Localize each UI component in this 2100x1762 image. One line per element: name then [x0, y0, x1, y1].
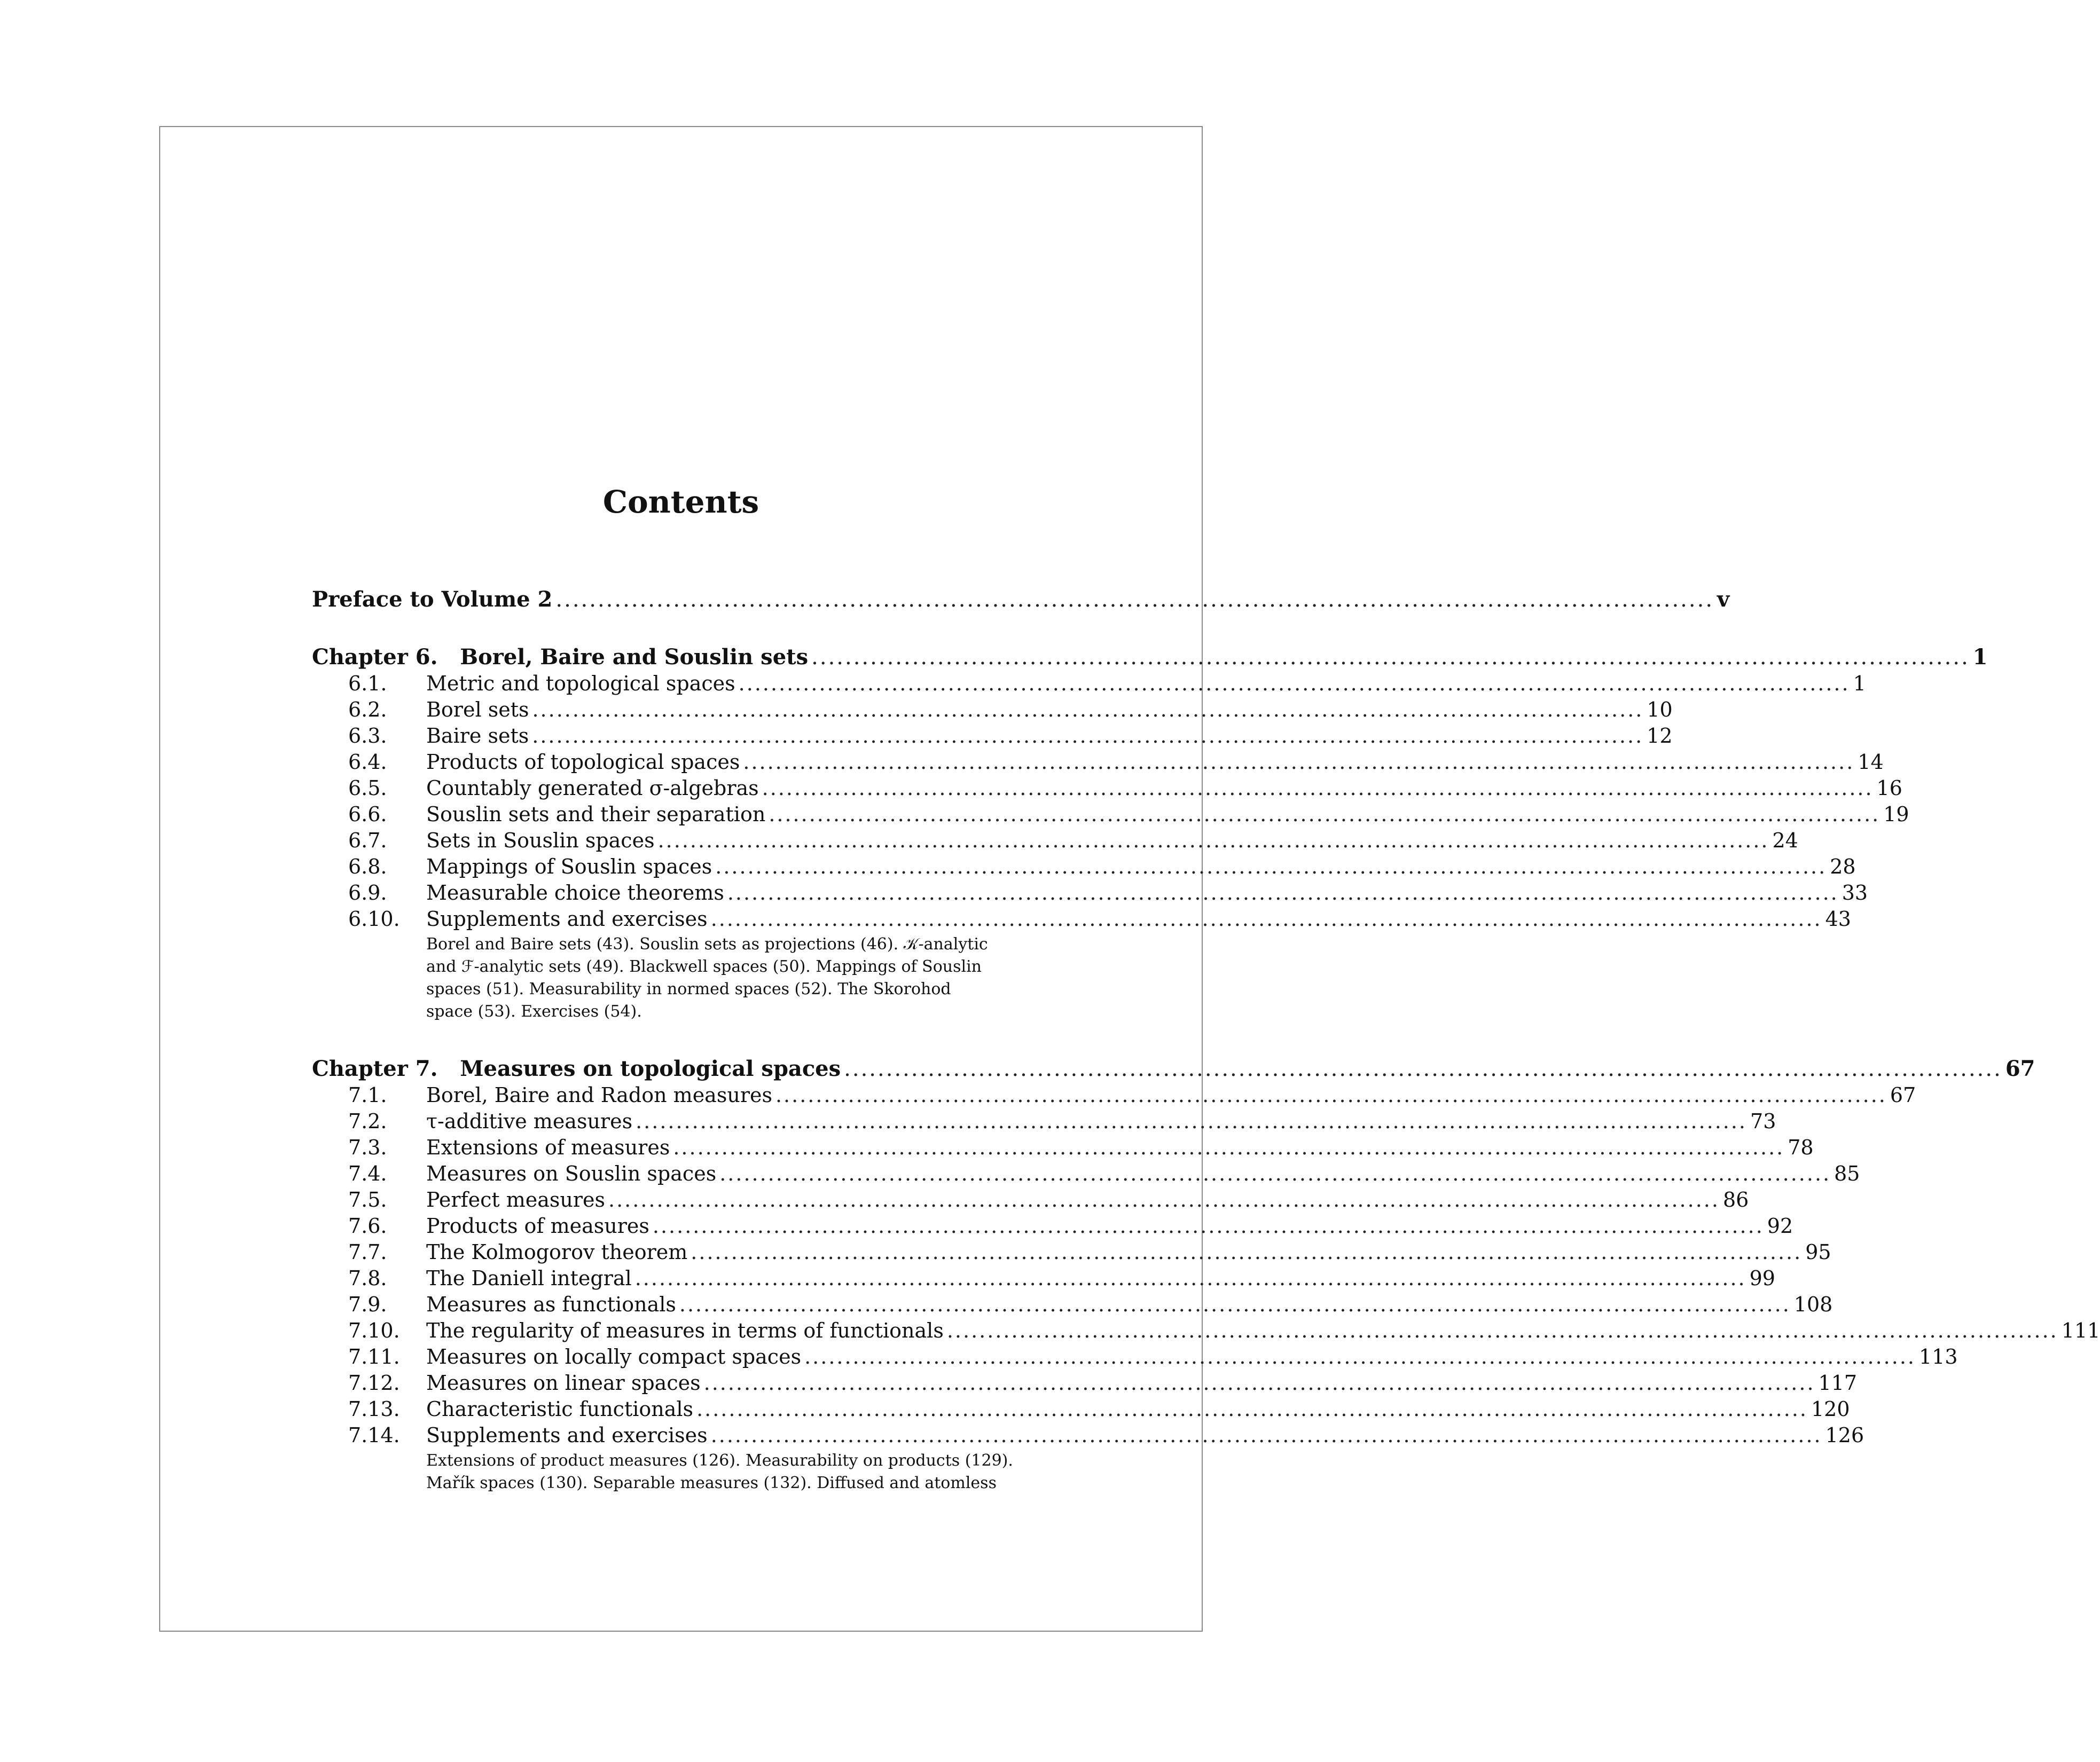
section-number: 6.3. — [348, 724, 387, 748]
section-number: 6.5. — [348, 776, 387, 800]
section-title: Measures on locally compact spaces — [426, 1345, 802, 1368]
section-title: Products of measures — [426, 1214, 649, 1238]
chapter-heading: Chapter 7. Measures on topological spaces — [312, 1056, 841, 1081]
dot-leader: .......................................................................................................................................... — [532, 698, 1644, 721]
section-title: Characteristic functionals — [426, 1397, 694, 1421]
section-number: 7.13. — [348, 1397, 400, 1421]
section-number: 7.9. — [348, 1293, 387, 1316]
section-number: 6.10. — [348, 907, 400, 931]
chapter-heading: Chapter 6. Borel, Baire and Souslin sets — [312, 644, 809, 670]
section-title: Sets in Souslin spaces — [426, 829, 655, 852]
section-title: The regularity of measures in terms of functionals — [426, 1319, 944, 1342]
page-number: 86 — [1722, 1188, 1749, 1212]
summary-line: Mařík spaces (130). Separable measures (132). Diffused and atomless — [426, 1474, 997, 1492]
section-number: 6.6. — [348, 803, 387, 826]
section-title: Measures as functionals — [426, 1293, 676, 1316]
section-title: Extensions of measures — [426, 1136, 670, 1159]
toc-section-entry[interactable] — [348, 749, 1884, 775]
preface-label: Preface to Volume 2 — [312, 587, 553, 612]
section-title: Perfect measures — [426, 1188, 606, 1212]
section-title: Countably generated σ-algebras — [426, 776, 759, 800]
dot-leader: .......................................................................................................................................... — [679, 1293, 1791, 1316]
page-number: 1 — [1853, 672, 1866, 695]
toc-section-entry[interactable] — [348, 828, 1798, 853]
dot-leader: .......................................................................................................................................... — [691, 1240, 1803, 1264]
dot-leader: .......................................................................................................................................... — [703, 1371, 1815, 1395]
page-number: 14 — [1858, 750, 1884, 774]
dot-leader: .......................................................................................................................................... — [636, 1110, 1748, 1133]
page-number: v — [1717, 587, 1730, 612]
summary-line: space (53). Exercises (54). — [426, 1002, 642, 1021]
toc-section-entry[interactable] — [348, 1108, 1776, 1134]
dot-leader: .......................................................................................................................................... — [696, 1397, 1808, 1421]
section-title: Metric and topological spaces — [426, 672, 735, 695]
dot-leader: .......................................................................................................................................... — [775, 1083, 1887, 1107]
section-title: Measures on Souslin spaces — [426, 1162, 717, 1185]
section-title: τ-additive measures — [426, 1110, 633, 1133]
section-number: 6.8. — [348, 855, 387, 878]
section-title: Measures on linear spaces — [426, 1371, 701, 1395]
dot-leader: .......................................................................................................................................... — [804, 1345, 1916, 1368]
section-number: 6.7. — [348, 829, 387, 852]
dot-leader: .......................................................................................................................................... — [719, 1162, 1831, 1185]
toc-section-entry[interactable] — [348, 1422, 1864, 1448]
section-number: 7.11. — [348, 1345, 400, 1368]
toc-section-entry[interactable] — [348, 671, 1866, 696]
dot-leader: .......................................................................................................................................... — [710, 1423, 1822, 1447]
page-number: 117 — [1818, 1371, 1858, 1395]
section-number: 7.10. — [348, 1319, 400, 1342]
section-number: 7.8. — [348, 1267, 387, 1290]
section-number: 7.4. — [348, 1162, 387, 1185]
page-number: 33 — [1842, 881, 1868, 904]
page-number: 43 — [1825, 907, 1851, 931]
chapter-6-summary — [426, 933, 1035, 1023]
toc-section-entry[interactable] — [348, 880, 1868, 906]
dot-leader: .......................................................................................................................................... — [769, 803, 1880, 826]
section-title: Baire sets — [426, 724, 529, 748]
page-number: 67 — [2005, 1056, 2035, 1081]
summary-line: spaces (51). Measurability in normed spaces (52). The Skorohod — [426, 980, 951, 998]
section-title: The Kolmogorov theorem — [426, 1240, 688, 1264]
section-number: 6.4. — [348, 750, 387, 774]
page-number: 99 — [1749, 1267, 1775, 1290]
page-number: 126 — [1825, 1423, 1864, 1447]
dot-leader: .......................................................................................................................................... — [844, 1057, 2002, 1081]
toc-preface-entry[interactable] — [312, 587, 1730, 612]
page-title: Contents — [602, 484, 759, 520]
summary-line: Borel and Baire sets (43). Souslin sets as projections (46). 𝒦-analytic — [426, 935, 988, 954]
page-number: 92 — [1767, 1214, 1793, 1238]
dot-leader: .......................................................................................................................................... — [715, 855, 1827, 878]
section-number: 7.3. — [348, 1136, 387, 1159]
page-number: 24 — [1772, 829, 1798, 852]
page-number: 111 — [2061, 1319, 2100, 1342]
page-number: 78 — [1788, 1136, 1814, 1159]
chapter-7-summary — [426, 1450, 1035, 1494]
section-number: 7.7. — [348, 1240, 387, 1264]
toc-section-entry[interactable] — [348, 801, 1909, 827]
section-title: Supplements and exercises — [426, 1423, 708, 1447]
section-number: 7.6. — [348, 1214, 387, 1238]
dot-leader: .......................................................................................................................................... — [652, 1214, 1764, 1238]
section-title: Supplements and exercises — [426, 907, 708, 931]
page-number: 108 — [1793, 1293, 1833, 1316]
dot-leader: .......................................................................................................................................... — [743, 750, 1855, 774]
page-number: 73 — [1750, 1110, 1776, 1133]
section-title: Mappings of Souslin spaces — [426, 855, 712, 878]
toc-section-entry[interactable] — [348, 854, 1856, 879]
toc-section-entry[interactable] — [348, 1082, 1916, 1108]
dot-leader: .......................................................................................................................................... — [657, 829, 1769, 852]
section-number: 6.2. — [348, 698, 387, 721]
section-title: Products of topological spaces — [426, 750, 740, 774]
toc-section-entry[interactable] — [348, 1344, 1958, 1370]
page-number: 16 — [1876, 776, 1902, 800]
toc-section-entry[interactable] — [348, 1213, 1793, 1239]
toc-section-entry[interactable] — [348, 1370, 1858, 1396]
toc-section-entry[interactable] — [348, 1135, 1814, 1160]
dot-leader: .......................................................................................................................................... — [532, 724, 1644, 748]
dot-leader: .......................................................................................................................................... — [710, 907, 1822, 931]
toc-section-entry[interactable] — [348, 1396, 1850, 1422]
toc-section-entry[interactable] — [348, 906, 1851, 932]
toc-section-entry[interactable] — [348, 723, 1673, 749]
dot-leader: .......................................................................................................................................... — [634, 1267, 1746, 1290]
section-number: 7.14. — [348, 1423, 400, 1447]
page-number: 19 — [1883, 803, 1909, 826]
page-number: 120 — [1811, 1397, 1850, 1421]
section-title: Souslin sets and their separation — [426, 803, 766, 826]
dot-leader: .......................................................................................................................................... — [608, 1188, 1720, 1212]
section-title: Borel, Baire and Radon measures — [426, 1083, 772, 1107]
summary-line: and ℱ-analytic sets (49). Blackwell spaces (50). Mappings of Souslin — [426, 957, 982, 976]
toc-chapter-6-entry[interactable] — [312, 644, 1988, 670]
toc-section-entry[interactable] — [348, 1239, 1831, 1265]
toc-section-entry[interactable] — [348, 1161, 1860, 1186]
page-number: 67 — [1890, 1083, 1916, 1107]
dot-leader: .......................................................................................................................................... — [727, 881, 1839, 904]
toc-section-entry[interactable] — [348, 1187, 1749, 1213]
toc-chapter-7-entry[interactable] — [312, 1056, 2035, 1082]
summary-line: Extensions of product measures (126). Measurability on products (129). — [426, 1451, 1013, 1470]
section-number: 7.12. — [348, 1371, 400, 1395]
dot-leader: .......................................................................................................................................... — [738, 672, 1850, 695]
section-number: 7.5. — [348, 1188, 387, 1212]
page-number: 95 — [1805, 1240, 1831, 1264]
toc-section-entry[interactable] — [348, 775, 1902, 801]
section-number: 7.1. — [348, 1083, 387, 1107]
page-number: 12 — [1647, 724, 1673, 748]
dot-leader: .......................................................................................................................................... — [946, 1319, 2058, 1342]
page-number: 113 — [1919, 1345, 1958, 1368]
toc-section-entry[interactable] — [348, 697, 1673, 722]
page-number: 85 — [1834, 1162, 1860, 1185]
dot-leader: .......................................................................................................................................... — [811, 645, 1970, 670]
section-title: Measurable choice theorems — [426, 881, 724, 904]
toc-section-entry[interactable] — [348, 1265, 1775, 1291]
toc-section-entry[interactable] — [348, 1318, 2100, 1343]
section-number: 6.1. — [348, 672, 387, 695]
page-number: 1 — [1972, 644, 1988, 670]
section-number: 6.9. — [348, 881, 387, 904]
section-title: Borel sets — [426, 698, 529, 721]
section-title: The Daniell integral — [426, 1267, 632, 1290]
dot-leader: .......................................................................................................................................... — [555, 587, 1714, 612]
dot-leader: .......................................................................................................................................... — [762, 776, 1874, 800]
section-number: 7.2. — [348, 1110, 387, 1133]
page-number: 28 — [1830, 855, 1856, 878]
toc-section-entry[interactable] — [348, 1292, 1833, 1317]
dot-leader: .......................................................................................................................................... — [673, 1136, 1785, 1159]
page-number: 10 — [1647, 698, 1673, 721]
